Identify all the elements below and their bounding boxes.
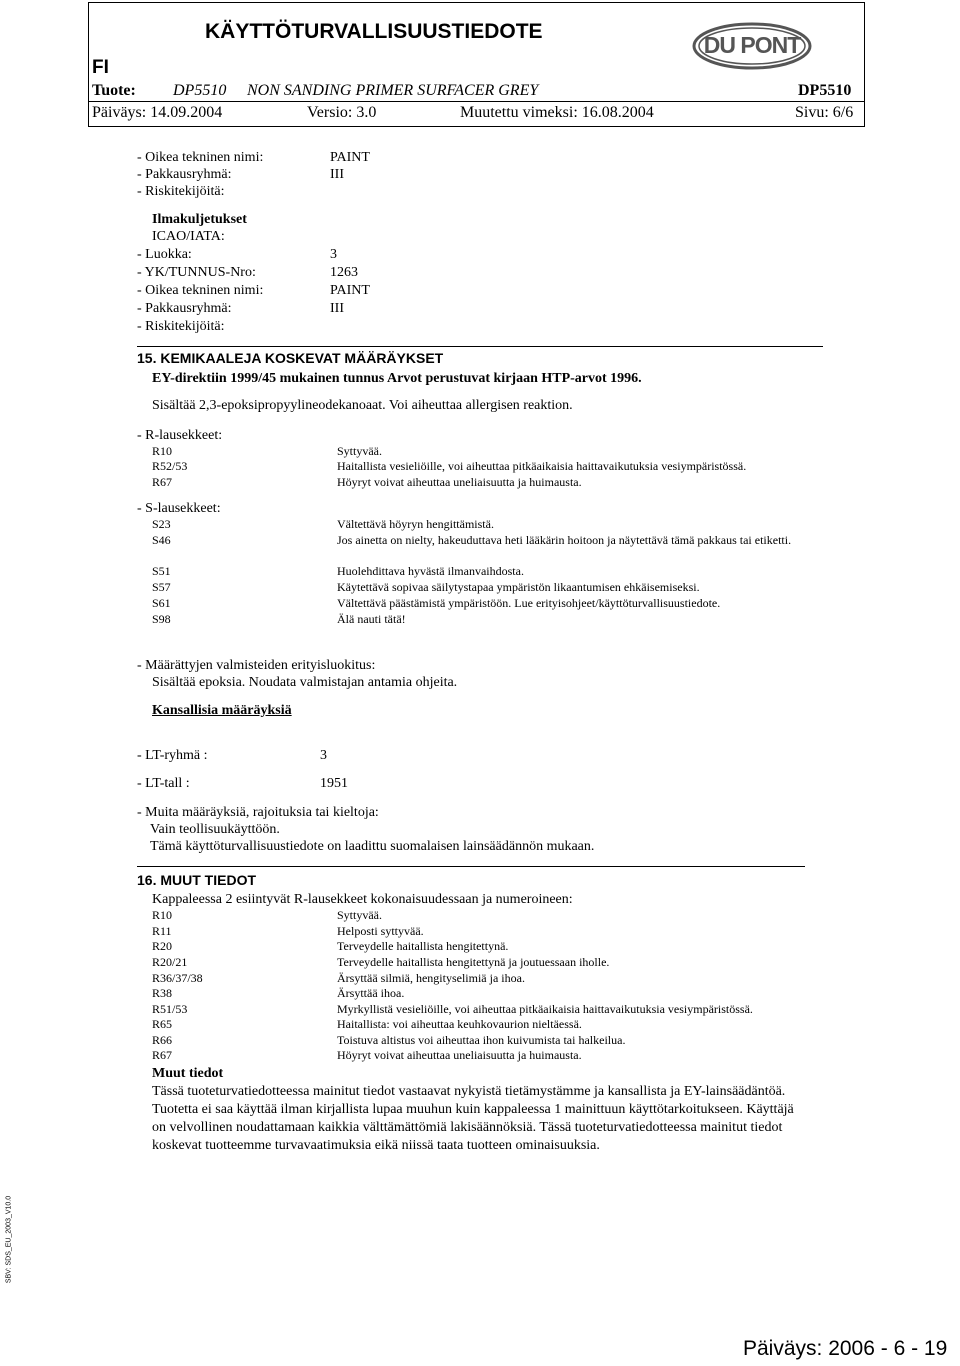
air-label: - YK/TUNNUS-Nro:: [137, 265, 256, 280]
contains-text: Sisältää 2,3-epoksipropyylineodekanoaat. Voi aiheuttaa allergisen reaktion.: [152, 398, 573, 413]
air-value: PAINT: [330, 283, 370, 298]
header-divider: [88, 101, 864, 102]
page-number: Sivu: 6/6: [795, 104, 854, 121]
r-text: Haitallista: voi aiheuttaa keuhkovaurion nieltäessä.: [337, 1017, 582, 1031]
r-text: Syttyvää.: [337, 908, 382, 922]
section-16-heading: 16. MUUT TIEDOT: [137, 872, 257, 888]
language-code: FI: [92, 57, 109, 78]
r-code: R38: [152, 986, 173, 1000]
r-text: Toistuva altistus voi aiheuttaa ihon kuivumista tai halkeilua.: [337, 1033, 626, 1047]
section-divider: [137, 346, 823, 347]
air-label: - Luokka:: [137, 247, 192, 262]
transport-value: III: [330, 167, 344, 182]
r-text: Helposti syttyvää.: [337, 924, 424, 938]
air-label: - Pakkausryhmä:: [137, 301, 232, 316]
lt-tall-label: - LT-tall :: [137, 776, 190, 791]
r-code: R66: [152, 1033, 173, 1047]
more-info-heading: Muut tiedot: [152, 1066, 224, 1081]
other-rules-line: Vain teollisuukäyttöön.: [150, 822, 280, 837]
r-code: R65: [152, 1017, 173, 1031]
r-code: R36/37/38: [152, 971, 203, 985]
national-regulations-heading: Kansallisia määräyksiä: [152, 703, 292, 718]
footer-date: Päiväys: 2006 - 6 - 19: [743, 1337, 948, 1360]
dupont-logo: [692, 22, 812, 70]
s-text: Vältettävä päästämistä ympäristöön. Lue erityisohjeet/käyttöturvallisuustiedote.: [337, 596, 721, 610]
r-text: Terveydelle haitallista hengitettynä ja joutuessaan iholle.: [337, 955, 610, 969]
r-code: R20: [152, 939, 173, 953]
s-text: Älä nauti tätä!: [337, 612, 406, 626]
r-text: Terveydelle haitallista hengitettynä.: [337, 939, 509, 953]
r-text: Ärsyttää silmiä, hengityselimiä ja ihoa.: [337, 971, 525, 985]
r-text: Höyryt voivat aiheuttaa uneliaisuutta ja huimausta.: [337, 475, 582, 489]
logo-text: DU PONT: [703, 32, 801, 58]
air-label: - Riskitekijöitä:: [137, 319, 225, 334]
r-phrases-label: - R-lausekkeet:: [137, 428, 223, 443]
other-rules-line: Tämä käyttöturvallisuustiedote on laadittu suomalaisen lainsäädännön mukaan.: [150, 839, 595, 854]
section-15-heading: 15. KEMIKAALEJA KOSKEVAT MÄÄRÄYKSET: [137, 350, 444, 366]
s-text: Jos ainetta on nielty, hakeuduttava heti lääkärin hoitoon ja näytettävä tämä pakkaus tai etiketti.: [337, 533, 792, 547]
s-text: Käytettävä sopivaa säilytystapaa ympäristön likaantumisen ehkäisemiseksi.: [337, 580, 700, 594]
section-16-intro: Kappaleessa 2 esiintyvät R-lausekkeet kokonaisuudessaan ja numeroineen:: [152, 892, 573, 907]
icao-label: ICAO/IATA:: [152, 229, 225, 244]
air-value: 3: [330, 247, 337, 262]
r-code: R10: [152, 444, 173, 458]
product-name: NON SANDING PRIMER SURFACER GREY: [247, 82, 539, 99]
r-code: R67: [152, 1048, 173, 1062]
directive-text: EY-direktiin 1999/45 mukainen tunnus Arvot perustuvat kirjaan HTP-arvot 1996.: [152, 371, 642, 386]
issue-date: Päiväys: 14.09.2004: [92, 104, 223, 121]
air-value: 1263: [330, 265, 358, 280]
s-code: S46: [152, 533, 171, 547]
r-text: Syttyvää.: [337, 444, 382, 458]
s-code: S23: [152, 517, 171, 531]
transport-label: - Riskitekijöitä:: [137, 184, 225, 199]
product-label: Tuote:: [92, 82, 136, 99]
s-code: S51: [152, 564, 171, 578]
transport-label: - Oikea tekninen nimi:: [137, 150, 264, 165]
product-code-right: DP5510: [798, 82, 852, 99]
classification-text: Sisältää epoksia. Noudata valmistajan antamia ohjeita.: [152, 675, 458, 690]
version: Versio: 3.0: [307, 104, 377, 121]
document-title: KÄYTTÖTURVALLISUUSTIEDOTE: [205, 20, 543, 43]
other-rules-label: - Muita määräyksiä, rajoituksia tai kieltoja:: [137, 805, 379, 820]
r-code: R67: [152, 475, 173, 489]
lt-tall-value: 1951: [320, 776, 348, 791]
last-modified: Muutettu vimeksi: 16.08.2004: [460, 104, 654, 121]
r-text: Myrkyllistä vesieliöille, voi aiheuttaa pitkäaikaisia haittavaikutuksia vesiympäristössä.: [337, 1002, 753, 1016]
side-document-code: SBV: SDS_EU_2003_V10.0: [5, 1195, 13, 1284]
s-code: S57: [152, 580, 171, 594]
more-info-text: Tässä tuoteturvatiedotteessa mainitut tiedot vastaavat nykyistä tietämystämme ja kansallista ja EY-lainsäädäntöä. Tuotetta ei saa käyttää ilman kirjallista lupaa muuhun kuin kappaleessa 1 mainittuun käyttötarkoitukseen. Käyttäjä on velvollinen noudattamaan kaikkia välttämättömiä lakisäännöksiä. Tässä tuoteturvatiedotteessa mainitut tiedot koskevat tuotteemme turvavaatimuksia eikä niissä taata tuotteen ominaisuuksia.: [152, 1084, 794, 1153]
s-text: Huolehdittava hyvästä ilmanvaihdosta.: [337, 564, 524, 578]
r-code: R51/53: [152, 1002, 188, 1016]
s-text: Vältettävä höyryn hengittämistä.: [337, 517, 494, 531]
air-transport-heading: Ilmakuljetukset: [152, 212, 247, 227]
r-text: Ärsyttää ihoa.: [337, 986, 405, 1000]
transport-value: PAINT: [330, 150, 370, 165]
section-divider: [137, 866, 805, 867]
s-code: S98: [152, 612, 171, 626]
s-phrases-label: - S-lausekkeet:: [137, 501, 221, 516]
s-code: S61: [152, 596, 171, 610]
classification-label: - Määrättyjen valmisteiden erityisluokitus:: [137, 658, 376, 673]
r-text: Haitallista vesieliöille, voi aiheuttaa pitkäaikaisia haittavaikutuksia vesiympäristössä.: [337, 459, 747, 473]
product-code: DP5510: [173, 82, 227, 99]
r-code: R52/53: [152, 459, 188, 473]
r-code: R11: [152, 924, 172, 938]
r-code: R10: [152, 908, 173, 922]
transport-label: - Pakkausryhmä:: [137, 167, 232, 182]
lt-group-value: 3: [320, 748, 327, 763]
air-value: III: [330, 301, 344, 316]
r-code: R20/21: [152, 955, 188, 969]
air-label: - Oikea tekninen nimi:: [137, 283, 264, 298]
r-text: Höyryt voivat aiheuttaa uneliaisuutta ja huimausta.: [337, 1048, 582, 1062]
lt-group-label: - LT-ryhmä :: [137, 748, 208, 763]
